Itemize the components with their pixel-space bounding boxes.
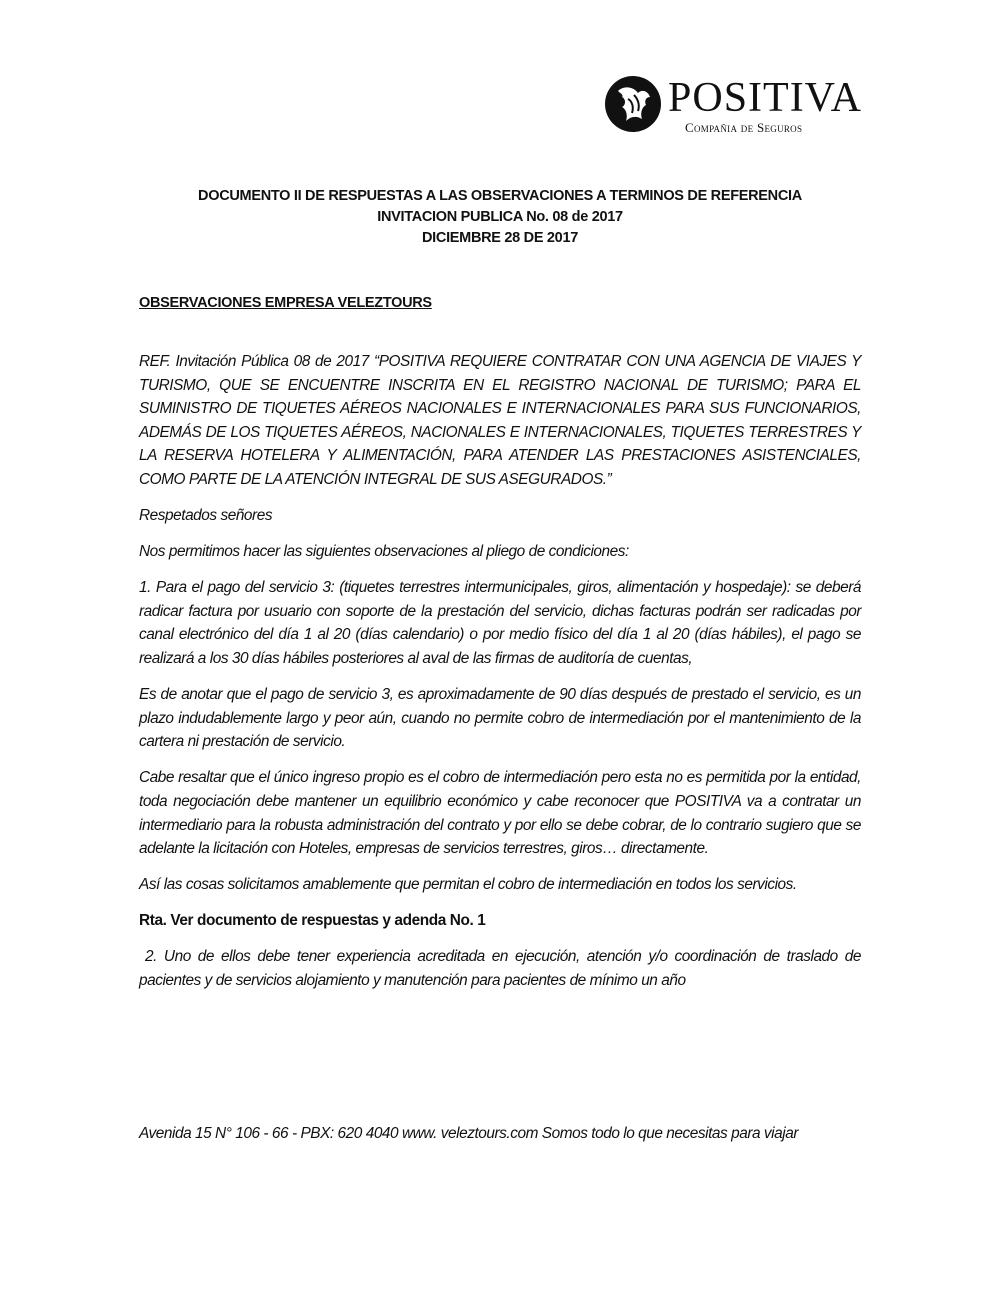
document-body [139, 350, 861, 1005]
observation-1-paragraph-2: Es de anotar que el pago de servicio 3, es aproximadamente de 90 días después de prestado el servicio, es un plazo indudablemente largo y peor aún, cuando no permite cobro de intermediación por el mantenimiento de la cartera ni prestación de servicio. [139, 686, 861, 751]
response-1: Rta. Ver documento de respuestas y adenda No. 1 [139, 912, 486, 930]
observation-2: 2. Uno de ellos debe tener experiencia acreditada en ejecución, atención y/o coordinación de traslado de pacientes y de servicios alojamiento y manutención para pacientes de mínimo un año [139, 948, 861, 990]
reference-paragraph: REF. Invitación Pública 08 de 2017 “POSITIVA REQUIERE CONTRATAR CON UNA AGENCIA DE VIAJES Y TURISMO, QUE SE ENCUENTRE INSCRITA EN EL REGISTRO NACIONAL DE TURISMO; PARA EL SUMINISTRO DE TIQUETES AÉREOS NACIONALES E INTERNACIONALES PARA SUS FUNCIONARIOS, ADEMÁS DE LOS TIQUETES AÉREOS, NACIONALES E INTERNACIONALES, TIQUETES TERRESTRES Y LA RESERVA HOTELERA Y ALIMENTACIÓN, PARA ATENDER LAS PRESTACIONES ASISTENCIALES, COMO PARTE DE LA ATENCIÓN INTEGRAL DE SUS ASEGURADOS.” [139, 353, 861, 488]
title-line-3: DICIEMBRE 28 DE 2017 [422, 230, 578, 246]
positiva-logo [604, 75, 862, 137]
logo-wordmark: POSITIVA [668, 75, 862, 121]
observation-1-paragraph-4: Así las cosas solicitamos amablemente que permitan el cobro de intermediación en todos los servicios. [139, 876, 797, 894]
footer-contact: Avenida 15 N° 106 - 66 - PBX: 620 4040 www. veleztours.com Somos todo lo que necesitas para viajar [139, 1125, 799, 1142]
observation-1-paragraph-3: Cabe resaltar que el único ingreso propio es el cobro de intermediación pero esta no es permitida por la entidad, toda negociación debe mantener un equilibrio económico y cabe reconocer que POSITIVA va a contratar un intermediario para la robusta administración del contrato y por ello se debe cobrar, de lo contrario sugiero que se adelante la licitación con Hoteles, empresas de servicios terrestres, giros… directamente. [139, 769, 861, 858]
section-heading: OBSERVACIONES EMPRESA VELEZTOURS [139, 295, 432, 311]
positiva-emblem-icon [604, 75, 662, 133]
observation-1: 1. Para el pago del servicio 3: (tiquetes terrestres intermunicipales, giros, alimentación y hospedaje): se deberá radicar factura por usuario con soporte de la prestación del servicio, dichas facturas podrán ser radicadas por canal electrónico del día 1 al 20 (días calendario) o por medio físico del día 1 al 20 (días hábiles), el pago se realizará a los 30 días hábiles posteriores al aval de las firmas de auditoría de cuentas, [139, 579, 861, 668]
title-line-2: INVITACION PUBLICA No. 08 de 2017 [377, 209, 623, 225]
title-line-1: DOCUMENTO II DE RESPUESTAS A LAS OBSERVACIONES A TERMINOS DE REFERENCIA [198, 188, 802, 204]
document-title [100, 186, 900, 249]
greeting: Respetados señores [139, 507, 273, 525]
logo-tagline: Compañia de Seguros [685, 120, 803, 135]
intro-paragraph: Nos permitimos hacer las siguientes observaciones al pliego de condiciones: [139, 543, 629, 561]
